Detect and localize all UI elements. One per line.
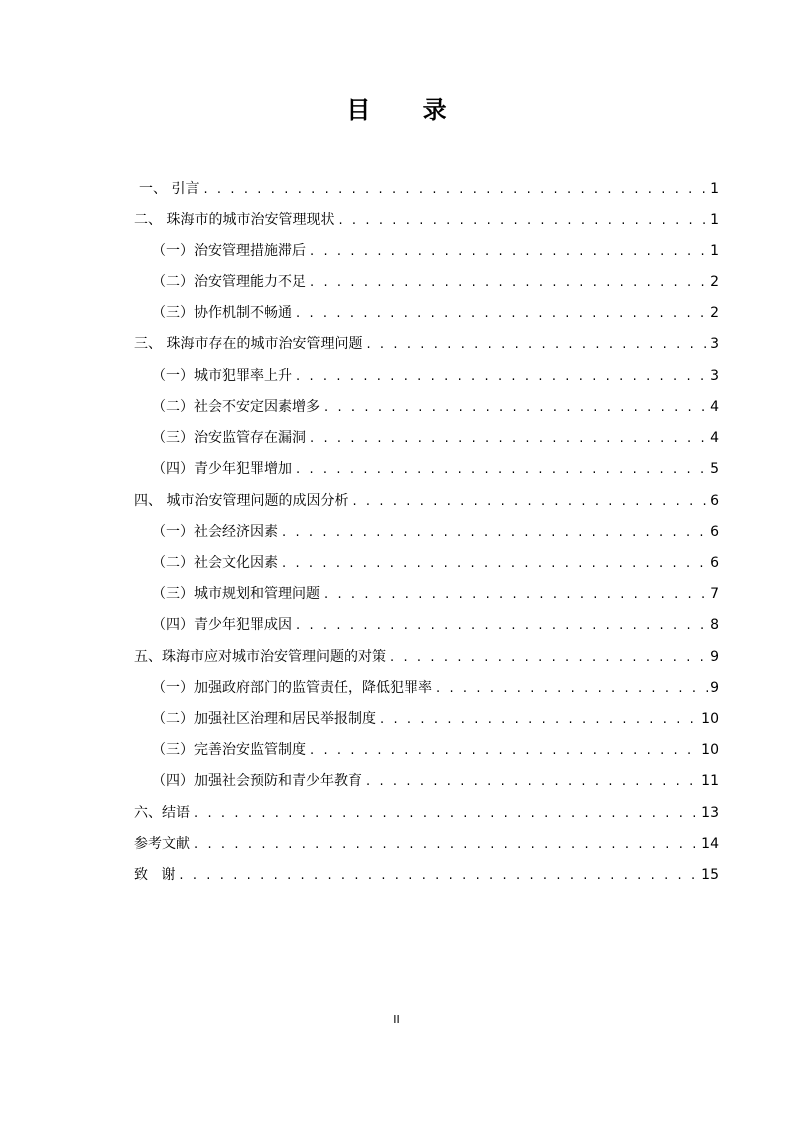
toc-leader-dots [296, 454, 708, 485]
toc-entry-page: 9 [710, 680, 719, 696]
toc-entry-label: （四）青少年犯罪成因 [152, 617, 292, 633]
toc-entry-4-4[interactable] [152, 610, 719, 641]
toc-entry-page: 4 [710, 399, 719, 415]
toc-entry-page: 15 [701, 867, 719, 883]
toc-entry-label: 一、 引言 [139, 181, 200, 197]
toc-entry-label: 二、 珠海市的城市治安管理现状 [134, 212, 335, 228]
toc-entry-3-4[interactable] [152, 454, 719, 485]
toc-entry-page: 2 [710, 305, 719, 321]
toc-entry-4-3[interactable] [152, 579, 719, 610]
toc-entry-label: 参考文献 [134, 836, 190, 852]
toc-leader-dots [179, 860, 699, 891]
toc-leader-dots [338, 205, 708, 236]
toc-entry-label: （一）治安管理措施滞后 [152, 243, 306, 259]
toc-entry-label: （三）治安监管存在漏洞 [152, 430, 306, 446]
toc-leader-dots [366, 766, 699, 797]
toc-leader-dots [390, 642, 708, 673]
toc-leader-dots [296, 361, 708, 392]
toc-leader-dots [194, 798, 699, 829]
toc-entry-3-2[interactable] [152, 392, 719, 423]
toc-leader-dots [324, 392, 708, 423]
toc-entry-4-1[interactable] [152, 517, 719, 548]
toc-entry-acknowledgements[interactable] [134, 860, 719, 891]
toc-entry-5-2[interactable] [152, 704, 719, 735]
toc-leader-dots [203, 174, 708, 205]
toc-entry-label: （一）城市犯罪率上升 [152, 368, 292, 384]
toc-entry-page: 14 [701, 836, 719, 852]
toc-leader-dots [310, 267, 708, 298]
toc-entry-section-4[interactable] [134, 486, 719, 517]
toc-entry-label: （一）社会经济因素 [152, 524, 278, 540]
toc-entry-page: 11 [701, 773, 719, 789]
toc-entry-page: 1 [710, 243, 719, 259]
toc-entry-page: 6 [710, 493, 719, 509]
toc-entry-section-5[interactable] [134, 642, 719, 673]
toc-entry-label: （三）协作机制不畅通 [152, 305, 292, 321]
toc-entry-page: 5 [710, 461, 719, 477]
toc-entry-label: （三）完善治安监管制度 [152, 742, 306, 758]
toc-leader-dots [296, 298, 708, 329]
toc-entry-page: 4 [710, 430, 719, 446]
toc-entry-label: （二）加强社区治理和居民举报制度 [152, 711, 376, 727]
toc-entry-page: 7 [710, 586, 719, 602]
toc-entry-section-2[interactable] [134, 205, 719, 236]
toc-entry-label: （三）城市规划和管理问题 [152, 586, 320, 602]
toc-leader-dots [352, 486, 708, 517]
toc-entry-5-1[interactable] [152, 673, 719, 704]
toc-leader-dots [380, 704, 699, 735]
toc-entry-2-2[interactable] [152, 267, 719, 298]
toc-leader-dots [282, 517, 708, 548]
toc-leader-dots [436, 673, 708, 704]
toc-entry-page: 9 [710, 649, 719, 665]
toc-entry-page: 6 [710, 555, 719, 571]
toc-entry-label: 六、结语 [134, 805, 190, 821]
toc-leader-dots [296, 610, 708, 641]
toc-entry-intro[interactable] [139, 174, 719, 205]
toc-entry-label: （二）治安管理能力不足 [152, 274, 306, 290]
toc-entry-page: 3 [710, 368, 719, 384]
toc-entry-page: 1 [710, 212, 719, 228]
toc-leader-dots [194, 829, 699, 860]
toc-entry-label: 三、 珠海市存在的城市治安管理问题 [134, 336, 363, 352]
toc-entry-label: （四）加强社会预防和青少年教育 [152, 773, 362, 789]
toc-entry-label: 四、 城市治安管理问题的成因分析 [134, 493, 349, 509]
toc-entry-label: 五、珠海市应对城市治安管理问题的对策 [134, 649, 386, 665]
toc-entry-conclusion[interactable] [134, 798, 719, 829]
toc-entry-label: （一）加强政府部门的监管责任，降低犯罪率 [152, 680, 432, 696]
toc-leader-dots [366, 329, 708, 360]
toc-entry-3-3[interactable] [152, 423, 719, 454]
page-title: 目 录 [346, 96, 469, 124]
toc-entry-page: 2 [710, 274, 719, 290]
toc-entry-4-2[interactable] [152, 548, 719, 579]
toc-entry-5-3[interactable] [152, 735, 719, 766]
toc-leader-dots [324, 579, 708, 610]
toc-entry-label: 致 谢 [134, 867, 176, 883]
page-number: II [393, 1013, 400, 1026]
toc-entry-page: 13 [701, 805, 719, 821]
toc-entry-3-1[interactable] [152, 361, 719, 392]
toc-leader-dots [282, 548, 708, 579]
toc-leader-dots [310, 735, 699, 766]
toc-entry-label: （二）社会不安定因素增多 [152, 399, 320, 415]
toc-entry-2-1[interactable] [152, 236, 719, 267]
toc-entry-page: 8 [710, 617, 719, 633]
toc-leader-dots [310, 236, 708, 267]
toc-entry-page: 10 [701, 711, 719, 727]
toc-entry-5-4[interactable] [152, 766, 719, 797]
toc-entry-page: 3 [710, 336, 719, 352]
toc-entry-references[interactable] [134, 829, 719, 860]
toc-entry-label: （四）青少年犯罪增加 [152, 461, 292, 477]
toc-entry-label: （二）社会文化因素 [152, 555, 278, 571]
toc-entry-2-3[interactable] [152, 298, 719, 329]
toc-entry-page: 10 [701, 742, 719, 758]
toc-entry-page: 1 [710, 181, 719, 197]
toc-leader-dots [310, 423, 708, 454]
toc-entry-section-3[interactable] [134, 329, 719, 360]
toc-entry-page: 6 [710, 524, 719, 540]
